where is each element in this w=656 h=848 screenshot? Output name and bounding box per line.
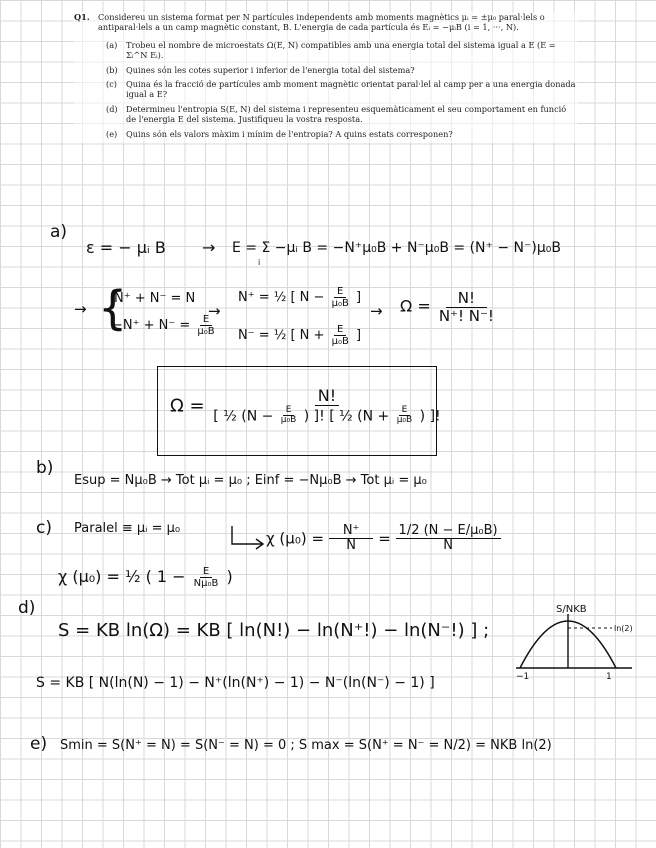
chi2-left: χ (μ₀) = ½ ( 1 − <box>58 567 186 586</box>
frac-num: E <box>334 286 346 298</box>
question-part-e <box>106 129 578 139</box>
frac-num: 1/2 (N − E/μ₀B) <box>396 524 501 539</box>
part-label: (b) <box>106 64 118 75</box>
part-text: Quines són les cotes superior i inferior de l'energia total del sistema? <box>126 64 415 75</box>
answer-d-label: d) <box>18 598 36 618</box>
system-brace: { <box>98 281 128 335</box>
frac-den: μ₀B <box>197 326 215 337</box>
box-den-a: [ ½ (N − <box>213 407 274 424</box>
frac-num: E <box>399 406 411 417</box>
answer-b-label: b) <box>36 458 54 478</box>
boxed-omega-result <box>157 366 441 456</box>
frac-den: N⁺! N⁻! <box>438 306 494 325</box>
answer-d-line1: S = KB ln(Ω) = KB [ ln(N!) − ln(N⁺!) − ln(N⁻!) ] ; <box>58 620 490 641</box>
part-text: Trobeu el nombre de microestats Ω(E, N) compatibles amb una energia total del sistema igual a E (E = Σᵢ^N Eᵢ). <box>126 39 556 61</box>
box-den-frac1 <box>278 406 300 427</box>
frac-den: μ₀B <box>331 336 349 347</box>
frac-den: μ₀B <box>396 415 413 426</box>
question-header <box>74 12 578 33</box>
frac-num: E <box>200 314 212 326</box>
part-label: (d) <box>106 103 118 114</box>
box-omega <box>170 387 444 426</box>
answer-a-energy-def: ε = − μᵢ B <box>86 238 166 257</box>
part-label: (e) <box>106 128 118 139</box>
chi-left: χ (μ₀) = <box>266 529 325 548</box>
question-part-b <box>106 65 578 75</box>
answer-e-label: e) <box>30 734 48 754</box>
answer-a-result-arrow: → <box>370 302 383 320</box>
answer-a-label: a) <box>50 222 68 242</box>
frac-num: E <box>334 324 346 336</box>
answer-b-text: Esup = Nμ₀B → Tot μᵢ = μ₀ ; Einf = −Nμ₀B → Tot μᵢ = μ₀ <box>74 473 427 488</box>
answer-a-sys-eq2 <box>112 314 218 337</box>
answer-a-sys-arrow: → <box>208 302 221 320</box>
problem-statement <box>74 12 578 143</box>
box-den-b: ) ]! [ ½ (N + <box>303 407 390 424</box>
nminus-fraction <box>329 324 352 347</box>
nplus-fraction <box>329 286 352 309</box>
box-omega-left: Ω = <box>170 395 205 417</box>
frac-num: N! <box>446 290 487 308</box>
part-text: Quins són els valors màxim i mínim de l'entropia? A quins estats corresponen? <box>126 128 453 139</box>
answer-a-total-energy: E = Σ −μᵢ B = −N⁺μ₀B + N⁻μ₀B = (N⁺ − N⁻)μ₀B <box>232 240 561 256</box>
frac-den: N <box>346 538 356 554</box>
box-den-frac2 <box>394 406 416 427</box>
answer-a-sys-eq1: N⁺ + N⁻ = N <box>114 291 196 306</box>
entropy-graph <box>512 604 642 694</box>
part-label: (c) <box>106 79 117 90</box>
sys-eq2-left: −N⁺ + N⁻ = <box>112 318 191 333</box>
graph-max-label: ln(2) <box>614 624 633 633</box>
chi-fraction1 <box>329 524 374 554</box>
graph-x-right-label: 1 <box>606 672 612 682</box>
chi-fraction2 <box>396 524 501 554</box>
answer-a-nminus <box>238 324 361 347</box>
answer-c-hook-arrow <box>228 522 268 552</box>
answer-a-nplus <box>238 286 361 309</box>
frac-num: N⁺ <box>329 524 374 539</box>
answer-a-lead-arrow: → <box>74 300 87 318</box>
omega-left: Ω = <box>400 296 431 316</box>
omega-fraction <box>436 290 497 324</box>
answer-e-text: Smin = S(N⁺ = N) = S(N⁻ = N) = 0 ; S max = S(N⁺ = N⁻ = N/2) = NKB ln(2) <box>60 738 552 753</box>
frac-den: μ₀B <box>280 415 297 426</box>
frac-den: Nμ₀B <box>193 578 219 589</box>
nplus-close: ] <box>355 290 362 305</box>
graph-y-label: S/NKB <box>556 604 587 615</box>
part-label: (a) <box>106 39 118 50</box>
question-part-c <box>106 79 578 100</box>
frac-den <box>210 406 443 427</box>
question-part-d <box>106 104 578 125</box>
box-den-c: ) ]! <box>419 407 441 424</box>
chi2-right: ) <box>226 567 233 586</box>
chi-eq: = <box>378 529 391 548</box>
nminus-close: ] <box>355 328 362 343</box>
answer-a-arrow: → <box>202 238 216 257</box>
question-text: Considereu un sistema format per N partícules independents amb moments magnètics μᵢ = ±μ₀ paral·lels o antiparal·lels a un camp magnètic constant, B. L'energia de cada partícula és Eᵢ = −μᵢB (i = 1, ···, N). <box>98 12 545 33</box>
question-number: Q1. <box>74 12 90 22</box>
answer-a-sum-index: i <box>258 258 261 267</box>
frac-num: N! <box>315 387 339 406</box>
answer-c-line2 <box>58 566 233 589</box>
question-parts <box>106 40 578 139</box>
part-text: Quina és la fracció de partícules amb moment magnètic orientat paral·lel al camp per a una energia donada igual a E? <box>126 79 576 100</box>
part-text: Determineu l'entropia S(E, N) del sistema i representeu esquemàticament el seu comportament en funció de l'energia E del sistema. Justifiqueu la vostra resposta. <box>126 103 567 125</box>
answer-c-chi <box>266 524 501 554</box>
frac-den: μ₀B <box>331 298 349 309</box>
graph-x-left-label: −1 <box>516 672 530 682</box>
answer-a-omega <box>400 290 497 324</box>
nminus-left: N⁻ = ½ [ N + <box>238 328 325 343</box>
answer-c-line1: Paralel ≡ μᵢ = μ₀ <box>74 521 181 536</box>
box-omega-fraction <box>210 387 443 426</box>
question-part-a <box>106 40 578 61</box>
frac-num: E <box>283 406 295 417</box>
frac-num: E <box>200 566 212 578</box>
chi2-fraction <box>191 566 222 589</box>
nplus-left: N⁺ = ½ [ N − <box>238 290 325 305</box>
answer-d-line2: S = KB [ N(ln(N) − 1) − N⁺(ln(N⁺) − 1) − N⁻(ln(N⁻) − 1) ] <box>36 675 435 691</box>
frac-den: N <box>443 538 453 554</box>
answer-c-label: c) <box>36 518 52 538</box>
